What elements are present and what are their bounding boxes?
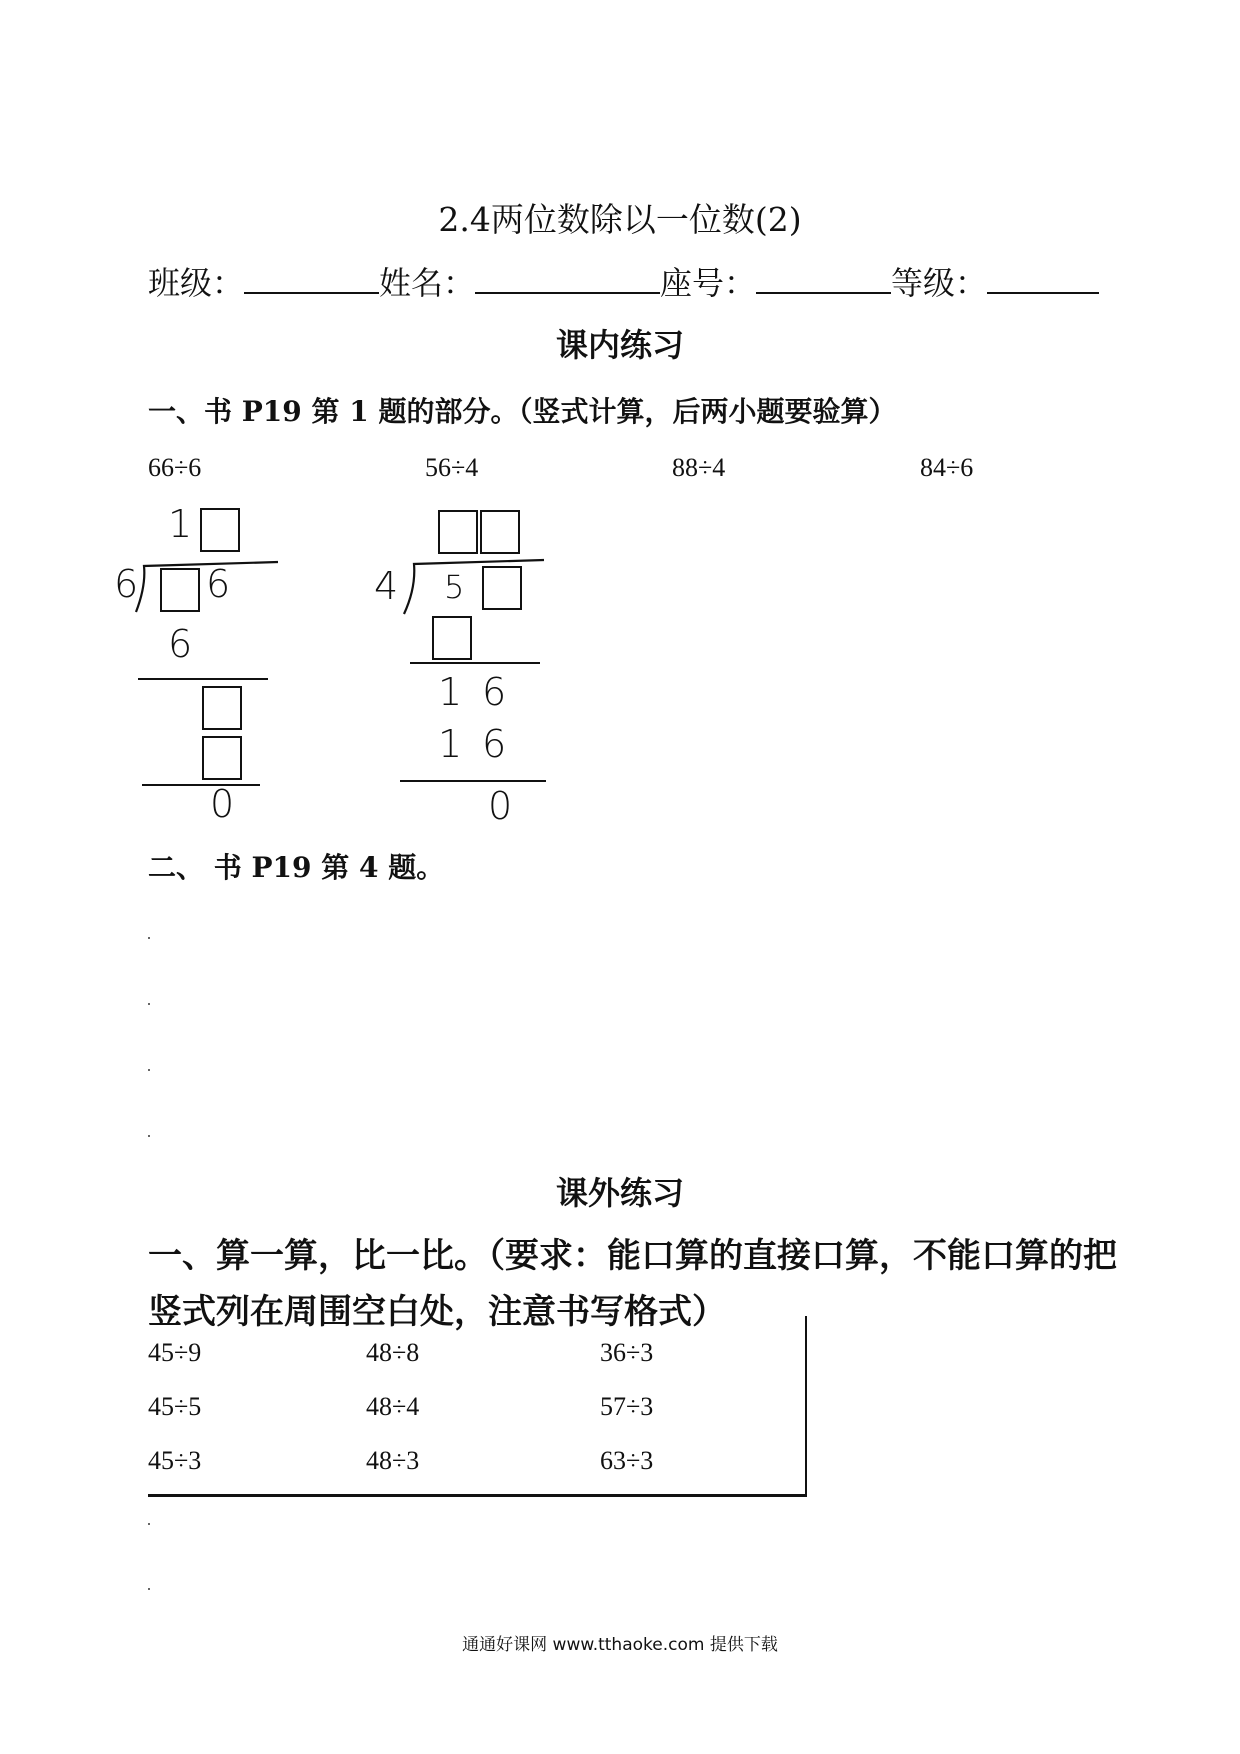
name-field[interactable] (475, 262, 660, 294)
page-title: 2.4两位数除以一位数(2) (438, 200, 802, 239)
margin-dot (148, 1069, 150, 1071)
answer-box[interactable] (480, 510, 520, 554)
margin-dot (148, 1135, 150, 1137)
in-class-question-1: 一、书 P19 第 1 题的部分。（竖式计算，后两小题要验算） (148, 395, 897, 428)
work-digit: 6 (482, 722, 507, 766)
subtraction-line (410, 662, 540, 664)
in-class-question-2: 二、 书 P19 第 4 题。 (148, 851, 445, 884)
long-division-work-1 (110, 500, 280, 830)
subtraction-digit: 6 (168, 622, 193, 666)
exercise-expression: 48÷8 (366, 1338, 420, 1367)
division-bracket (400, 558, 550, 618)
name-label: 姓名： (379, 264, 476, 302)
exercise-expression: 48÷4 (366, 1392, 420, 1421)
answer-box[interactable] (202, 736, 242, 780)
answer-box[interactable] (482, 566, 522, 610)
remainder-digit: 0 (488, 784, 513, 828)
subtraction-line (138, 678, 268, 680)
margin-dot (148, 1003, 150, 1005)
grade-label: 等级： (891, 264, 988, 302)
dividend-digit: 5 (444, 568, 465, 606)
subtraction-line (400, 780, 546, 782)
class-label: 班级： (148, 264, 245, 302)
student-info-row (148, 258, 1099, 304)
footer-credit: 通通好课网 www.tthaoke.com 提供下载 (462, 1635, 778, 1655)
work-digit: 1 (438, 722, 463, 766)
dividend-digit: 6 (206, 562, 231, 606)
answer-box[interactable] (200, 508, 240, 552)
after-class-question-line-2: 竖式列在周围空白处，注意书写格式） (148, 1292, 726, 1332)
divisor: 6 (114, 562, 139, 606)
work-digit: 6 (482, 670, 507, 714)
grade-field[interactable] (987, 262, 1099, 294)
exercise-expression: 36÷3 (600, 1338, 654, 1367)
exercise-expression: 45÷5 (148, 1392, 202, 1421)
after-class-question-line-1: 一、算一算，比一比。（要求：能口算的直接口算，不能口算的把 (148, 1236, 1117, 1276)
exercise-expression: 63÷3 (600, 1446, 654, 1475)
margin-dot (148, 937, 150, 939)
work-digit: 1 (438, 670, 463, 714)
expression: 88÷4 (672, 453, 726, 482)
margin-dot (148, 1588, 150, 1590)
exercise-expression: 57÷3 (600, 1392, 654, 1421)
answer-box[interactable] (438, 510, 478, 554)
seat-label: 座号： (660, 264, 757, 302)
answer-box[interactable] (202, 686, 242, 730)
quotient-digit: 1 (168, 502, 193, 546)
exercise-expression: 45÷3 (148, 1446, 202, 1475)
grid-right-border (805, 1316, 807, 1495)
long-division-work-2 (370, 500, 550, 830)
subtraction-line (142, 784, 260, 786)
grid-bottom-border (148, 1494, 807, 1497)
expression: 84÷6 (920, 453, 974, 482)
exercise-expression: 45÷9 (148, 1338, 202, 1367)
margin-dot (148, 1523, 150, 1525)
class-field[interactable] (244, 262, 379, 294)
answer-box[interactable] (432, 616, 472, 660)
after-class-heading: 课外练习 (555, 1174, 684, 1212)
expression: 66÷6 (148, 453, 202, 482)
seat-field[interactable] (756, 262, 891, 294)
remainder-digit: 0 (210, 782, 235, 826)
answer-box[interactable] (160, 568, 200, 612)
exercise-expression: 48÷3 (366, 1446, 420, 1475)
in-class-heading: 课内练习 (555, 326, 684, 364)
expression: 56÷4 (425, 453, 479, 482)
divisor: 4 (374, 564, 399, 608)
